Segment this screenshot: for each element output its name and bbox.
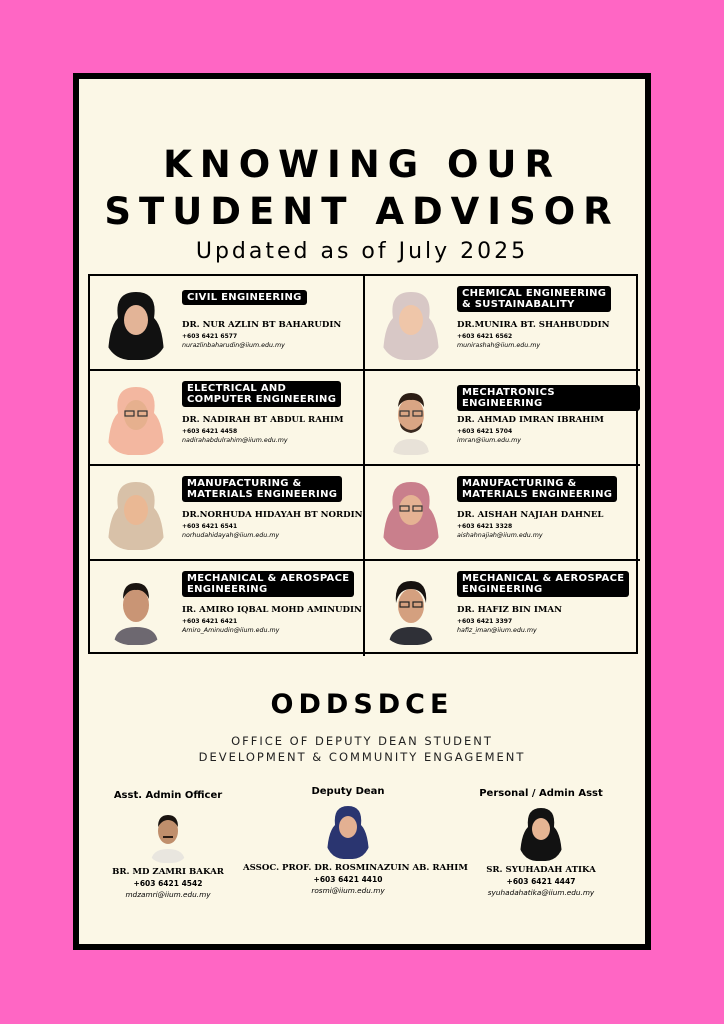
staff-name: SR. SYUHADAH ATIKA [486, 865, 596, 875]
advisor-card-mechanical-1 [90, 561, 365, 656]
advisor-email[interactable]: imran@iium.edu.my [457, 437, 521, 444]
advisor-email[interactable]: munirashah@iium.edu.my [457, 342, 541, 349]
advisor-email[interactable]: nurazlinbaharudin@iium.edu.my [182, 342, 285, 349]
staff-email[interactable]: syuhadahatika@iium.edu.my [487, 888, 595, 897]
staff-phone: +603 6421 4447 [506, 877, 576, 886]
advisor-card-mechanical-2 [365, 561, 640, 656]
advisor-phone: +603 6421 6541 [182, 523, 238, 530]
department-label: CHEMICAL ENGINEERING & SUSTAINABALITY [457, 286, 611, 312]
department-label: MANUFACTURING & MATERIALS ENGINEERING [457, 476, 617, 502]
staff-role: Personal / Admin Asst [479, 788, 603, 799]
advisor-name: DR. NADIRAH BT ABDUL RAHIM [182, 415, 344, 425]
advisor-photo [104, 383, 168, 455]
advisor-name: DR. AHMAD IMRAN IBRAHIM [457, 415, 604, 425]
staff-photo [518, 805, 564, 861]
department-label: CIVIL ENGINEERING [182, 290, 307, 305]
office-full-line-2: DEVELOPMENT & COMMUNITY ENGAGEMENT [198, 750, 526, 764]
advisor-email[interactable]: aishahnajiah@iium.edu.my [457, 532, 543, 539]
advisor-email[interactable]: hafiz_iman@iium.edu.my [457, 627, 537, 634]
staff-name: ASSOC. PROF. DR. ROSMINAZUIN AB. RAHIM [243, 863, 468, 873]
advisor-name: DR. AISHAH NAJIAH DAHNEL [457, 510, 604, 520]
advisor-phone: +603 6421 3328 [457, 523, 513, 530]
advisor-name: DR. NUR AZLIN BT BAHARUDIN [182, 320, 342, 330]
staff-card-admin-officer [89, 790, 247, 899]
advisor-photo [379, 383, 443, 455]
advisor-name: DR. HAFIZ BIN IMAN [457, 605, 562, 615]
staff-role: Asst. Admin Officer [113, 790, 223, 801]
title-line-2: STUDENT ADVISOR [104, 190, 620, 233]
advisor-photo [379, 478, 443, 550]
advisor-name: DR.MUNIRA BT. SHAHBUDDIN [457, 320, 610, 330]
staff-email[interactable]: rosmi@iium.edu.my [311, 886, 385, 895]
advisor-card-manufacturing-1 [90, 466, 365, 561]
advisor-card-mechatronics [365, 371, 640, 466]
office-full-name [79, 733, 645, 765]
advisor-name: DR.NORHUDA HIDAYAH BT NORDIN [182, 510, 363, 520]
office-acronym: ODDSDCE [270, 689, 454, 720]
staff-role: Deputy Dean [311, 786, 385, 797]
staff-phone: +603 6421 4410 [313, 875, 383, 884]
advisor-photo [379, 573, 443, 645]
department-label: MANUFACTURING & MATERIALS ENGINEERING [182, 476, 342, 502]
advisor-email[interactable]: Amiro_Aminudin@iium.edu.my [182, 627, 280, 634]
advisor-email[interactable]: nadirahabdulrahim@iium.edu.my [182, 437, 288, 444]
advisor-card-civil [90, 276, 365, 371]
advisor-photo [104, 288, 168, 360]
advisor-phone: +603 6421 6421 [182, 618, 238, 625]
advisor-phone: +603 6421 5704 [457, 428, 513, 435]
poster [73, 73, 651, 950]
advisor-phone: +603 6421 3397 [457, 618, 513, 625]
advisor-name: IR. AMIRO IQBAL MOHD AMINUDIN [182, 605, 362, 615]
advisor-email[interactable]: norhudahidayah@iium.edu.my [182, 532, 280, 539]
advisor-card-chemical [365, 276, 640, 371]
office-full-line-1: OFFICE OF DEPUTY DEAN STUDENT [231, 734, 493, 748]
advisor-phone: +603 6421 6562 [457, 333, 513, 340]
staff-photo [145, 807, 191, 863]
staff-card-personal-assistant [461, 788, 621, 897]
advisor-photo [379, 288, 443, 360]
subtitle: Updated as of July 2025 [195, 239, 529, 264]
advisor-phone: +603 6421 6577 [182, 333, 238, 340]
staff-phone: +603 6421 4542 [133, 879, 203, 888]
department-label: ELECTRICAL AND COMPUTER ENGINEERING [182, 381, 341, 407]
staff-name: BR. MD ZAMRI BAKAR [112, 867, 224, 877]
staff-photo [325, 803, 371, 859]
department-label: MECHANICAL & AEROSPACE ENGINEERING [457, 571, 629, 597]
department-label: MECHANICAL & AEROSPACE ENGINEERING [182, 571, 354, 597]
advisor-phone: +603 6421 4458 [182, 428, 238, 435]
advisor-photo [104, 478, 168, 550]
advisor-card-electrical [90, 371, 365, 466]
staff-email[interactable]: mdzamri@iium.edu.my [125, 890, 211, 899]
title-line-1: KNOWING OUR [163, 143, 561, 186]
advisor-grid [88, 274, 638, 654]
department-label: MECHATRONICS ENGINEERING [457, 385, 640, 411]
advisor-photo [104, 573, 168, 645]
staff-card-deputy-dean [243, 786, 468, 895]
advisor-card-manufacturing-2 [365, 466, 640, 561]
